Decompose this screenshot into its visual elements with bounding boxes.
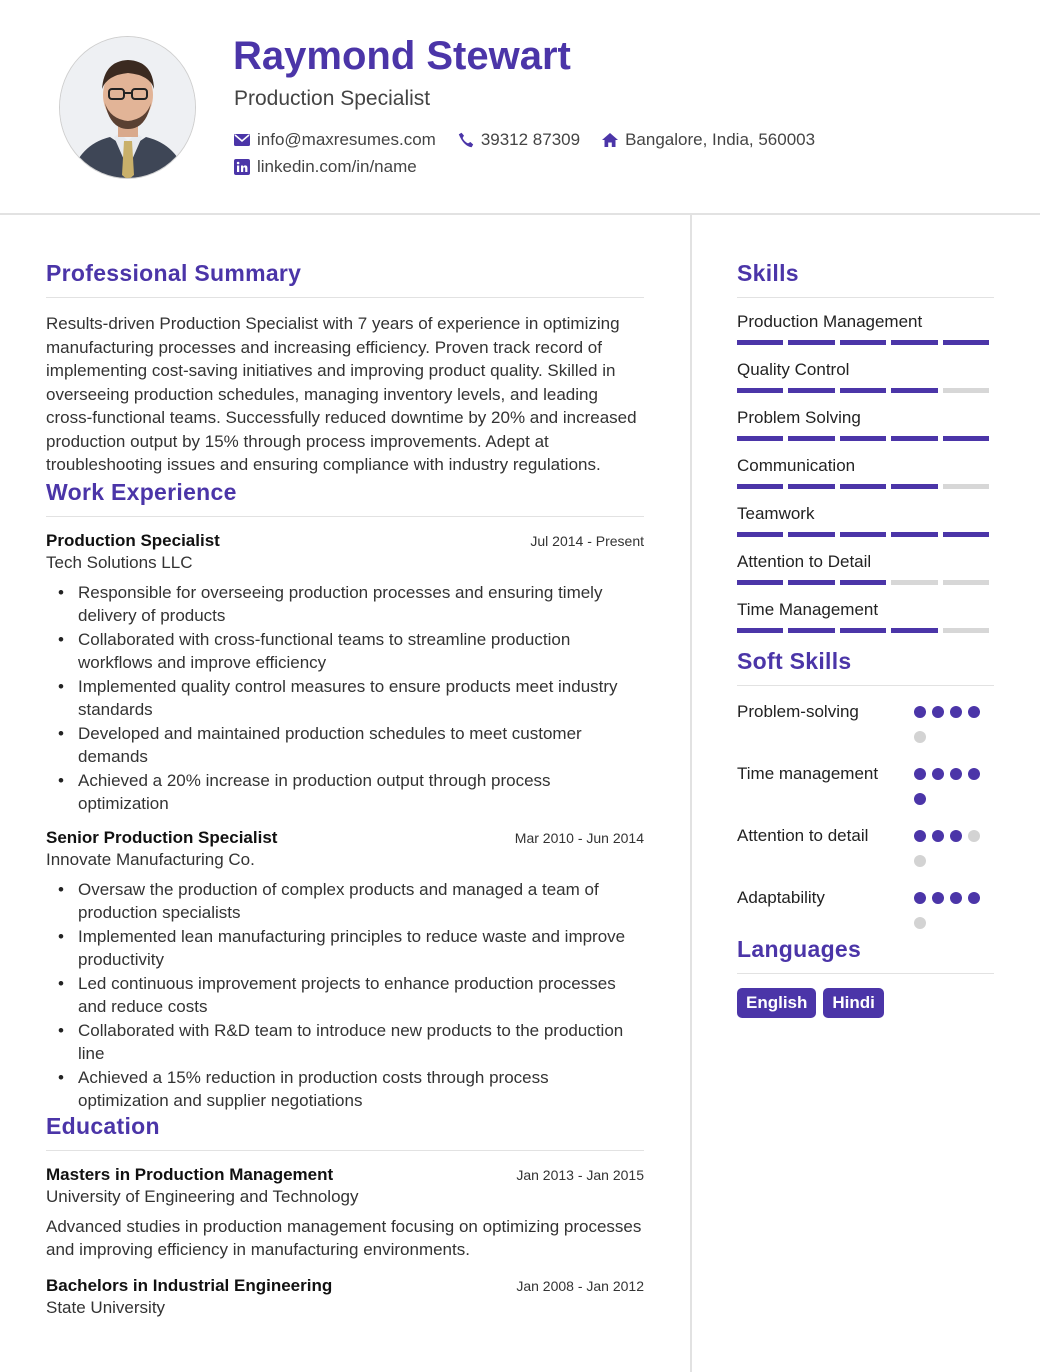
skill-level-bar [737,580,994,585]
education-entry [46,1165,644,1262]
skill-name: Attention to Detail [737,552,872,571]
envelope-icon [234,132,250,148]
soft-skill-item [737,762,994,818]
contact-location [602,130,815,150]
skill-level-segment [788,436,834,441]
skill-level-segment [891,388,937,393]
soft-skill-item [737,886,994,942]
language-badge: Hindi [823,988,884,1018]
skill-level-segment [943,484,989,489]
skill-item [737,312,994,345]
skill-level-segment [840,580,886,585]
skill-level-segment [943,436,989,441]
job-company: Tech Solutions LLC [46,552,193,572]
skill-level-segment [788,388,834,393]
rating-dot [914,793,926,805]
school-name: University of Engineering and Technology [46,1186,359,1206]
job-bullets [78,878,644,1113]
soft-skill-name: Problem-solving [737,702,859,721]
bullet-item: • Developed and maintained production schedules to meet customer demands [78,722,644,769]
education-heading: Education [46,1113,644,1151]
language-badge: English [737,988,816,1018]
skill-item [737,360,994,393]
skill-level-segment [943,628,989,633]
soft-skill-rating [914,762,994,818]
school-name: State University [46,1297,166,1317]
skill-level-segment [788,580,834,585]
job-title: Production Specialist [46,530,220,550]
skills-list [737,312,994,633]
contact-email[interactable] [234,130,436,150]
skill-item [737,600,994,633]
skill-level-segment [788,628,834,633]
skill-level-segment [943,340,989,345]
skill-level-bar [737,532,994,537]
skill-name: Problem Solving [737,408,861,427]
rating-dot [968,830,980,842]
skill-item [737,408,994,441]
email-text: info@maxresumes.com [257,130,436,149]
soft-skill-rating [914,886,994,942]
contact-row-2 [234,157,439,177]
skill-level-segment [788,484,834,489]
bullet-item: • Collaborated with cross-functional teams to streamline production workflows and improve efficiency [78,628,644,675]
rating-dot [950,768,962,780]
education-description: Advanced studies in production management focusing on optimizing processes and improving efficiency in manufacturing environments. [46,1216,642,1259]
skill-level-segment [840,532,886,537]
linkedin-icon [234,159,250,175]
rating-dot [932,706,944,718]
experience-heading: Work Experience [46,479,644,517]
bullet-item: • Implemented quality control measures to ensure products meet industry standards [78,675,644,722]
skill-name: Time Management [737,600,879,619]
home-icon [602,132,618,148]
skill-level-segment [840,340,886,345]
job-date: Jul 2014 - Present [530,532,644,549]
soft-skill-rating [914,824,994,880]
skill-level-segment [943,532,989,537]
skill-level-bar [737,628,994,633]
skill-item [737,456,994,489]
skill-level-segment [737,484,783,489]
skill-level-segment [737,628,783,633]
candidate-name: Raymond Stewart [233,34,571,78]
rating-dot [914,855,926,867]
profile-photo [59,36,196,179]
rating-dot [914,731,926,743]
skill-level-segment [788,532,834,537]
job-bullets [78,581,644,816]
person-avatar-icon [60,37,196,179]
contact-row [234,130,837,150]
bullet-item: • Oversaw the production of complex products and managed a team of production specialists [78,878,644,925]
rating-dot [950,892,962,904]
job-entry [46,828,644,1113]
phone-text: 39312 87309 [480,130,581,149]
sidebar-column [737,260,994,1018]
skill-item [737,552,994,585]
soft-skill-name: Adaptability [737,888,825,907]
soft-skill-name: Attention to detail [737,826,869,845]
bullet-item: • Responsible for overseeing production processes and ensuring timely delivery of products [78,581,644,628]
skill-level-segment [891,484,937,489]
skill-name: Communication [737,456,856,475]
languages-heading: Languages [737,936,994,974]
education-entry [46,1276,644,1318]
contact-linkedin[interactable] [234,157,417,177]
skill-level-segment [840,628,886,633]
phone-icon [458,132,474,148]
skill-name: Teamwork [737,504,815,523]
job-title: Senior Production Specialist [46,827,278,847]
rating-dot [914,830,926,842]
rating-dot [932,830,944,842]
skill-level-segment [840,436,886,441]
resume-header [0,0,1040,215]
rating-dot [914,706,926,718]
linkedin-text: linkedin.com/in/name [257,157,417,176]
education-date: Jan 2008 - Jan 2012 [516,1277,644,1294]
rating-dot [932,768,944,780]
skill-item [737,504,994,537]
skill-level-bar [737,484,994,489]
skill-level-segment [891,532,937,537]
skill-level-segment [788,340,834,345]
summary-text: Results-driven Production Specialist with 7 years of experience in optimizing manufacturing processes and increasing efficiency. Proven track record of implementing cost-saving initiatives and improving product quality. Skilled in overseeing production schedules, managing inventory levels, and leading cross-functional teams. Successfully reduced downtime by 20% and increased production output by 15% through process improvements. Adept at troubleshooting issues and ensuring compliance with industry regulations. [46,314,637,474]
rating-dot [932,892,944,904]
job-date: Mar 2010 - Jun 2014 [514,829,644,846]
education-date: Jan 2013 - Jan 2015 [516,1166,644,1183]
skill-level-segment [840,388,886,393]
rating-dot [968,768,980,780]
skill-level-segment [891,340,937,345]
job-entry [46,531,644,816]
main-column [46,260,644,1318]
bullet-item: • Implemented lean manufacturing principles to reduce waste and improve productivity [78,925,644,972]
soft-skill-name: Time management [737,764,879,783]
bullet-item: • Achieved a 20% increase in production output through process optimization [78,769,644,816]
job-company: Innovate Manufacturing Co. [46,849,255,869]
skill-level-segment [737,580,783,585]
skill-level-bar [737,388,994,393]
skill-level-segment [840,484,886,489]
soft-skills-list [737,700,994,942]
skill-level-segment [737,340,783,345]
skill-name: Production Management [737,312,923,331]
degree-title: Bachelors in Industrial Engineering [46,1275,333,1295]
skill-level-segment [891,628,937,633]
soft-skill-rating [914,700,994,756]
rating-dot [950,706,962,718]
rating-dot [914,892,926,904]
candidate-title: Production Specialist [234,87,431,110]
skill-level-bar [737,436,994,441]
soft-skills-heading: Soft Skills [737,648,994,686]
soft-skill-item [737,700,994,756]
rating-dot [968,892,980,904]
summary-heading: Professional Summary [46,260,644,298]
location-text: Bangalore, India, 560003 [625,130,816,149]
bullet-item: • Led continuous improvement projects to enhance production processes and reduce costs [78,972,644,1019]
skills-heading: Skills [737,260,994,298]
skill-level-segment [737,532,783,537]
rating-dot [914,917,926,929]
column-divider [690,215,692,1372]
bullet-item: • Collaborated with R&D team to introduce new products to the production line [78,1019,644,1066]
skill-level-bar [737,340,994,345]
degree-title: Masters in Production Management [46,1164,334,1184]
skill-level-segment [891,580,937,585]
bullet-item: • Achieved a 15% reduction in production costs through process optimization and supplier negotiations [78,1066,644,1113]
skill-level-segment [737,436,783,441]
skill-name: Quality Control [737,360,850,379]
rating-dot [950,830,962,842]
skill-level-segment [891,436,937,441]
soft-skill-item [737,824,994,880]
skill-level-segment [737,388,783,393]
skill-level-segment [943,580,989,585]
languages-list [737,988,994,1018]
skill-level-segment [943,388,989,393]
rating-dot [914,768,926,780]
rating-dot [968,706,980,718]
contact-phone[interactable] [458,130,580,150]
